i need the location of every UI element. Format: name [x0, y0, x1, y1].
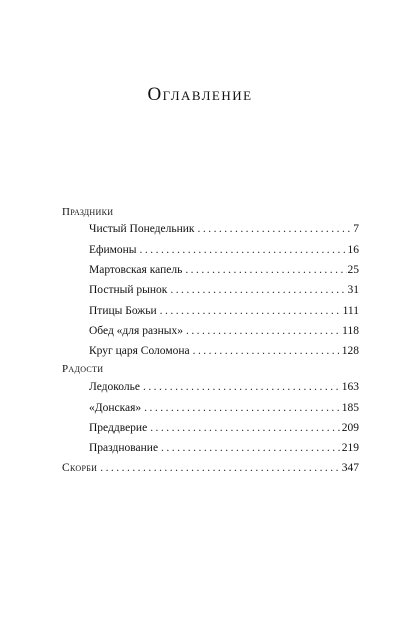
toc-entry-page: 16	[347, 244, 359, 256]
toc-entry-page: 209	[341, 422, 359, 434]
toc-entry-page: 25	[347, 264, 359, 276]
toc-entry-page: 128	[341, 345, 359, 357]
toc-entry-page: 118	[342, 325, 359, 337]
toc-entry-title: Круг царя Соломона	[89, 345, 190, 357]
dot-leader	[150, 421, 341, 435]
toc-entry[interactable]	[89, 222, 359, 236]
dot-leader	[193, 344, 341, 358]
toc-entry-sorrows[interactable]	[62, 461, 359, 475]
toc-entry[interactable]	[89, 243, 359, 257]
toc-entry-title: Чистый Понедельник	[89, 223, 195, 235]
toc-entry[interactable]	[89, 380, 359, 394]
dot-leader	[140, 243, 347, 257]
page-title: Оглавление	[147, 84, 253, 105]
toc-entry[interactable]	[89, 344, 359, 358]
toc-entry-title: Обед «для разных»	[89, 325, 183, 337]
toc-entry-title: Птицы Божьи	[89, 305, 157, 317]
dot-leader	[143, 380, 341, 394]
toc-entry[interactable]	[89, 401, 359, 415]
toc-entry[interactable]	[89, 441, 359, 455]
toc-entry-page: 111	[342, 305, 359, 317]
toc-entry-page: 31	[347, 284, 359, 296]
toc-entry[interactable]	[89, 421, 359, 435]
toc-entry-title: Ефимоны	[89, 244, 137, 256]
dot-leader	[198, 222, 353, 236]
toc-entry-page: 185	[341, 402, 359, 414]
toc-entry[interactable]	[89, 304, 359, 318]
dot-leader	[100, 461, 341, 475]
dot-leader	[186, 324, 341, 338]
toc-entry-title: Постный рынок	[89, 284, 168, 296]
section-heading-joys: Радости	[62, 363, 104, 375]
section-heading-holidays: Праздники	[62, 206, 114, 218]
toc-entry[interactable]	[89, 263, 359, 277]
toc-entry-page: 219	[341, 442, 359, 454]
toc-entry-page: 7	[353, 223, 359, 235]
dot-leader	[185, 263, 346, 277]
toc-entry[interactable]	[89, 283, 359, 297]
dot-leader	[170, 283, 346, 297]
toc-entry-page: 163	[341, 381, 359, 393]
toc-entry[interactable]	[89, 324, 359, 338]
toc-entry-page: 347	[341, 462, 359, 474]
toc-entry-title: Скорби	[62, 462, 98, 474]
toc-entry-title: Ледоколье	[89, 381, 140, 393]
toc-entry-title: «Донская»	[89, 402, 142, 414]
toc-entry-title: Празднование	[89, 442, 159, 454]
toc-entry-title: Мартовская капель	[89, 264, 183, 276]
dot-leader	[144, 401, 341, 415]
dot-leader	[161, 441, 341, 455]
dot-leader	[160, 304, 342, 318]
toc-entry-title: Преддверие	[89, 422, 148, 434]
